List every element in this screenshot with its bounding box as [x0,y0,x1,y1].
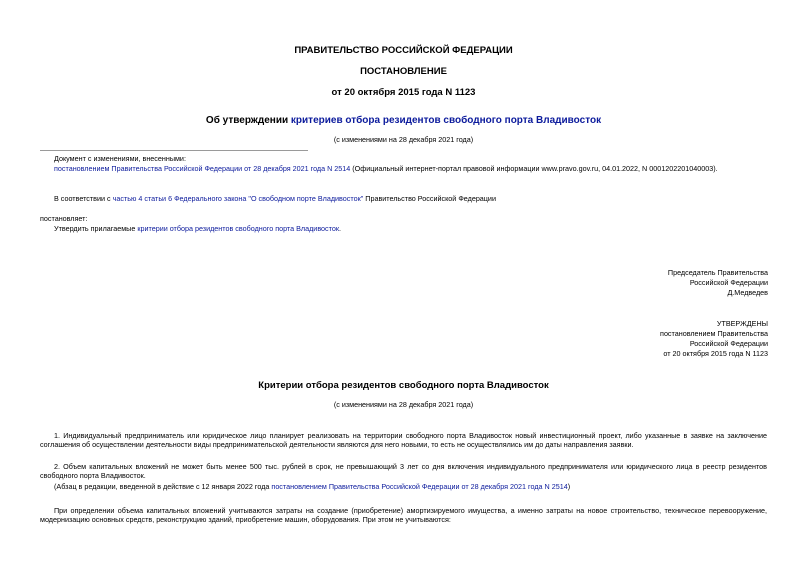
p2-note-prefix: (Абзац в редакции, введенной в действие с 12 января 2022 года [54,482,272,491]
signature-name: Д.Медведев [727,288,768,297]
p2-note-suffix: ) [567,482,571,491]
basis-prefix: В соответствии с [54,194,113,203]
basis-link[interactable]: частью 4 статьи 6 Федерального закона "О свободном порте Владивосток" [112,194,364,203]
criteria-paragraph-1: 1. Индивидуальный предприниматель или юридическое лицо планирует реализовать на территории свободного порта Владивосток новый инвестиционный проект, либо указанные в заявке на заключение соглашения об осуществлении деятельности виды предпринимательской деятельности являются для него новыми, то есть не осуществлялись им до даты направления заявки. [40,431,767,450]
criteria-changes-note: (с изменениями на 28 декабря 2021 года) [333,400,474,409]
amendments-label: Документ с изменениями, внесенными: [54,154,186,163]
document-title [0,115,807,127]
amendments-link[interactable]: постановлением Правительства Российской Федерации от 28 декабря 2021 года N 2514 [54,164,351,173]
criteria-paragraph-2: 2. Объем капитальных вложений не может быть менее 500 тыс. рублей в срок, не превышающий 3 лет со дня включения индивидуального предпринимателя или юридического лица в реестр резидентов свободного порта Владивосток. [40,462,767,481]
approved-date: от 20 октября 2015 года N 1123 [663,349,768,358]
approve-link[interactable]: критерии отбора резидентов свободного порта Владивосток [137,224,339,233]
approved-heading: УТВЕРЖДЕНЫ [716,319,768,328]
approve-line [54,224,341,233]
p2-note-link[interactable]: постановлением Правительства Российской Федерации от 28 декабря 2021 года N 2514 [271,482,568,491]
decides-text: постановляет: [40,214,88,223]
title-prefix: Об утверждении [205,115,291,126]
criteria-paragraph-2-note [54,482,570,491]
title-link[interactable]: критериев отбора резидентов свободного порта Владивосток [290,115,602,126]
basis-suffix: Правительство Российской Федерации [363,194,496,203]
criteria-title: Критерии отбора резидентов свободного порта Владивосток [258,380,549,391]
divider [40,150,308,151]
basis-line [54,194,496,203]
document-date-number: от 20 октября 2015 года N 1123 [331,87,476,98]
amendments-line [54,164,718,173]
signature-org: Российской Федерации [689,278,768,287]
criteria-paragraph-3: При определении объема капитальных вложений учитываются затраты на создание (приобретение) амортизируемого имущества, а именно затраты на новое строительство, техническое перевооружение, модернизацию основных средств, реконструкцию зданий, приобретение машин, оборудования. При этом не учитываются: [40,506,767,525]
approved-org: Российской Федерации [689,339,768,348]
signature-title: Председатель Правительства [667,268,768,277]
amendments-suffix: (Официальный интернет-портал правовой информации www.pravo.gov.ru, 04.01.2022, N 0001202201040003). [350,164,718,173]
approve-prefix: Утвердить прилагаемые [54,224,138,233]
government-heading: ПРАВИТЕЛЬСТВО РОССИЙСКОЙ ФЕДЕРАЦИИ [294,45,513,56]
document-type: ПОСТАНОВЛЕНИЕ [360,66,447,77]
approve-suffix: . [339,224,341,233]
approved-by: постановлением Правительства [660,329,768,338]
changes-note: (с изменениями на 28 декабря 2021 года) [333,135,474,144]
